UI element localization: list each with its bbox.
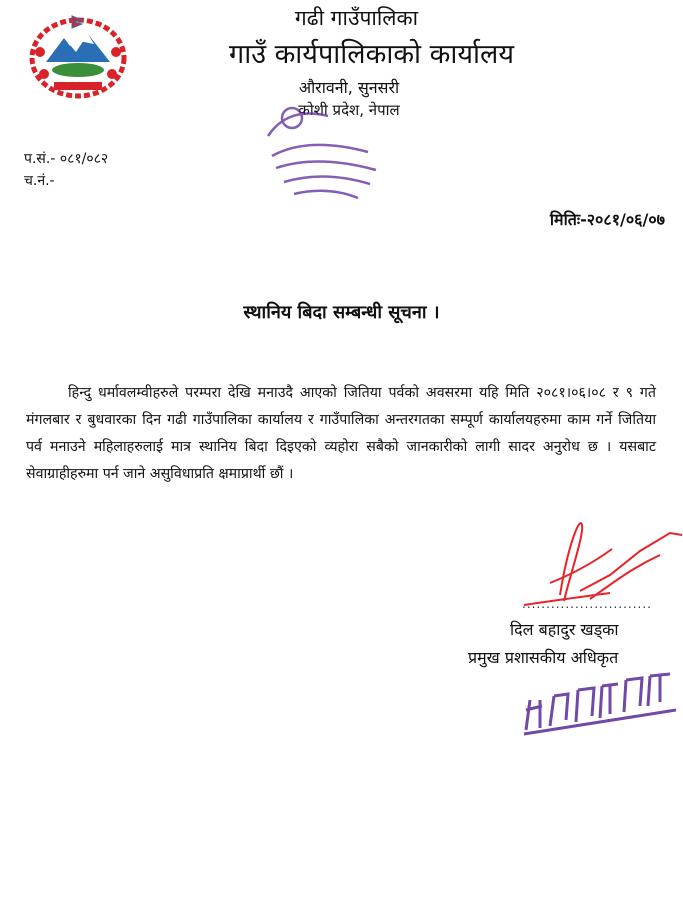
notice-subject: स्थानिय बिदा सम्बन्धी सूचना । <box>243 302 440 323</box>
letter-number: प.सं.- ०८१/०८२ <box>24 151 109 167</box>
office-name: गाउँ कार्यपालिकाको कार्यालय <box>229 39 514 70</box>
notice-body: हिन्दु धर्मावलम्वीहरुले परम्परा देखि मनाउदै आएको जितिया पर्वको अवसरमा यहि मिति २०८१।०६।०८ र ९ गते मंगलबार र बुधवारका दिन गढी गाउँपालिका कार्यालय र गाउँपालिका अन्तरगतका सम्पूर्ण कार्यालयहरुमा काम गर्ने जितिया पर्व मनाउने महिलाहरुलाई मात्र स्थानिय बिदा दिइएको व्यहोरा सबैको जानकारीको लागी सादर अनुरोध छ । यसबाट सेवाग्राहीहरुमा पर्न जाने असुविधाप्रति क्षमाप्रार्थी छौं । <box>26 385 656 482</box>
signature-line: ........................... <box>522 597 652 611</box>
office-location: औरावनी, सुनसरी <box>298 78 400 97</box>
signatory-title: प्रमुख प्रशासकीय अधिकृत <box>468 648 619 667</box>
letter-date: मितिः-२०८१/०६/०७ <box>549 210 665 229</box>
municipality-name: गढी गाउँपालिका <box>294 6 419 30</box>
reference-block <box>24 148 108 192</box>
designation-stamp <box>520 670 680 740</box>
dispatch-number: च.नं.- <box>24 173 55 189</box>
signatory-name: दिल बहादुर खड्का <box>510 620 619 639</box>
office-seal-stamp <box>258 96 398 208</box>
office-province: कोशी प्रदेश, नेपाल <box>298 101 400 119</box>
